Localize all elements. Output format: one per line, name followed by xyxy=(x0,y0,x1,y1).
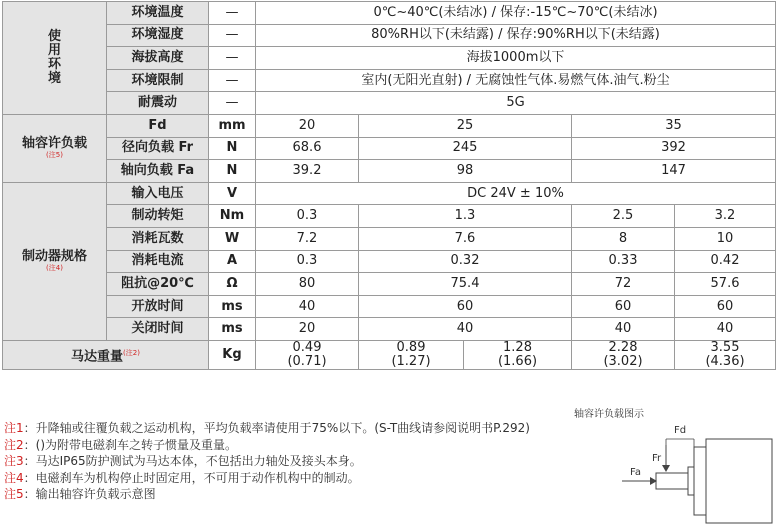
shaft-value: 98 xyxy=(359,160,572,183)
shaft-value: 39.2 xyxy=(256,160,359,183)
brake-row-power xyxy=(3,227,776,250)
motor-boss-shape xyxy=(688,467,694,495)
note-text: ：马达IP65防护测试为马达本体，不包括出力轴处及接头本身。 xyxy=(23,454,362,468)
brake-value: 75.4 xyxy=(359,273,572,296)
weight-value xyxy=(675,340,776,369)
env-row-altitude xyxy=(3,47,776,70)
brake-value: 72 xyxy=(572,273,675,296)
fr-label: Fr xyxy=(652,453,662,464)
shaft-row-axial xyxy=(3,160,776,183)
weight-value xyxy=(572,340,675,369)
env-row-vibration xyxy=(3,92,776,115)
env-label: 海拔高度 xyxy=(107,47,209,70)
env-unit: — xyxy=(209,47,256,70)
brake-value: 40 xyxy=(572,318,675,341)
brake-value: 1.3 xyxy=(359,205,572,228)
weight-main: 1.28 xyxy=(503,340,532,355)
env-group-text: 使 用 环 境 xyxy=(47,28,61,86)
note-tag: 注2 xyxy=(4,437,24,452)
weight-value xyxy=(464,340,572,369)
brake-value: 0.32 xyxy=(359,250,572,273)
brake-unit: W xyxy=(209,227,256,250)
note-text: ：电磁刹车为机构停止时固定用，不可用于动作机构中的制动。 xyxy=(23,470,360,485)
shaft-unit: mm xyxy=(209,114,256,137)
fa-label: Fa xyxy=(630,467,641,478)
env-value: 0℃~40℃(未结冰) / 保存:-15℃~70℃(未结冰) xyxy=(256,2,776,25)
brake-row-current xyxy=(3,250,776,273)
env-unit: — xyxy=(209,69,256,92)
shaft-unit: N xyxy=(209,160,256,183)
weight-main: 0.49 xyxy=(292,340,322,355)
brake-unit: Ω xyxy=(209,273,256,296)
weight-paren: (1.27) xyxy=(391,353,431,369)
env-value: 室内(无阳光直射) / 无腐蚀性气体.易燃气体.油气.粉尘 xyxy=(256,69,776,92)
motor-body-shape xyxy=(706,439,772,523)
brake-unit: ms xyxy=(209,318,256,341)
diagram-drawing xyxy=(574,401,774,529)
shaft-group-text: 轴容许负载 xyxy=(21,135,87,151)
brake-value: 40 xyxy=(675,318,776,341)
note-1 xyxy=(4,420,530,437)
env-value: 80%RH以下(未结露) / 保存:90%RH以下(未结露) xyxy=(256,24,776,47)
brake-label: 输入电压 xyxy=(107,182,209,205)
brake-label: 关闭时间 xyxy=(107,318,209,341)
shaft-value: 35 xyxy=(572,114,776,137)
brake-label: 开放时间 xyxy=(107,295,209,318)
weight-unit: Kg xyxy=(209,340,256,369)
weight-paren: (4.36) xyxy=(705,353,745,369)
note-tag: 注5 xyxy=(4,487,24,501)
brake-unit: Nm xyxy=(209,205,256,228)
shaft-label: 轴向负载 Fa xyxy=(107,160,209,183)
weight-label-cell xyxy=(3,340,209,369)
brake-value: 20 xyxy=(256,318,359,341)
brake-value: 0.3 xyxy=(256,250,359,273)
notes-block xyxy=(4,420,530,503)
env-unit: — xyxy=(209,24,256,47)
brake-row-open-time xyxy=(3,295,776,318)
shaft-row-fd xyxy=(3,114,776,137)
note-tag: 注3 xyxy=(4,454,24,468)
shaft-load-diagram xyxy=(574,401,774,529)
env-unit: — xyxy=(209,92,256,115)
note-3 xyxy=(4,453,530,470)
brake-group-note: (注4) xyxy=(46,263,63,272)
weight-row xyxy=(3,340,776,369)
note-5 xyxy=(4,486,530,503)
brake-label: 消耗瓦数 xyxy=(107,227,209,250)
brake-row-resistance xyxy=(3,273,776,296)
brake-label: 阻抗@20℃ xyxy=(107,273,209,296)
fd-label: Fd xyxy=(674,425,687,436)
shaft-label: 径向负载 Fr xyxy=(107,137,209,160)
brake-unit: V xyxy=(209,182,256,205)
env-label: 环境温度 xyxy=(107,2,209,25)
brake-value: 57.6 xyxy=(675,273,776,296)
weight-label: 马达重量 xyxy=(71,349,124,365)
env-row-temperature xyxy=(3,2,776,25)
brake-value: 80 xyxy=(256,273,359,296)
weight-value xyxy=(256,340,359,369)
brake-value: 60 xyxy=(675,295,776,318)
brake-group-text: 制动器规格 xyxy=(21,248,87,264)
brake-unit: A xyxy=(209,250,256,273)
brake-value: 7.2 xyxy=(256,227,359,250)
brake-value: 2.5 xyxy=(572,205,675,228)
env-value: 5G xyxy=(256,92,776,115)
diagram-title: 轴容许负载图示 xyxy=(574,409,644,420)
shaft-value: 20 xyxy=(256,114,359,137)
weight-note: (注2) xyxy=(123,348,140,357)
fr-arrowhead xyxy=(662,465,670,472)
brake-row-torque xyxy=(3,205,776,228)
shaft-row-radial xyxy=(3,137,776,160)
env-row-humidity xyxy=(3,24,776,47)
note-text: ：()为附带电磁刹车之转子惯量及重量。 xyxy=(23,437,238,452)
weight-paren: (0.71) xyxy=(287,353,327,369)
brake-row-voltage xyxy=(3,182,776,205)
spec-table xyxy=(2,1,776,370)
env-group-label xyxy=(3,2,107,115)
weight-main: 0.89 xyxy=(396,340,426,355)
env-label: 环境限制 xyxy=(107,69,209,92)
shaft-value: 245 xyxy=(359,137,572,160)
env-label: 环境湿度 xyxy=(107,24,209,47)
shaft-value: 25 xyxy=(359,114,572,137)
brake-value: 40 xyxy=(359,318,572,341)
weight-value xyxy=(359,340,464,369)
weight-paren: (1.66) xyxy=(497,353,538,369)
brake-value: 0.3 xyxy=(256,205,359,228)
shaft-unit: N xyxy=(209,137,256,160)
brake-value: 10 xyxy=(675,227,776,250)
weight-main: 2.28 xyxy=(608,340,638,355)
brake-row-close-time xyxy=(3,318,776,341)
brake-label: 制动转矩 xyxy=(107,205,209,228)
weight-main: 3.55 xyxy=(710,340,740,355)
note-tag: 注4 xyxy=(4,470,24,485)
brake-value: DC 24V ± 10% xyxy=(256,182,776,205)
brake-group-label xyxy=(3,182,107,340)
note-text: ：输出轴容许负载示意图 xyxy=(23,487,156,501)
env-label: 耐震动 xyxy=(107,92,209,115)
motor-shaft-shape xyxy=(656,473,688,489)
weight-paren: (3.02) xyxy=(603,353,643,369)
note-text: ：升降轴或往覆负载之运动机构，平均负载率请使用于75%以下。(S-T曲线请参阅说明书P.292) xyxy=(23,421,530,435)
note-4 xyxy=(4,470,530,487)
env-row-restriction xyxy=(3,69,776,92)
note-2 xyxy=(4,437,530,454)
brake-value: 60 xyxy=(359,295,572,318)
shaft-value: 147 xyxy=(572,160,776,183)
brake-value: 0.33 xyxy=(572,250,675,273)
brake-value: 0.42 xyxy=(675,250,776,273)
shaft-label: Fd xyxy=(107,114,209,137)
shaft-value: 68.6 xyxy=(256,137,359,160)
brake-value: 40 xyxy=(256,295,359,318)
brake-label: 消耗电流 xyxy=(107,250,209,273)
brake-value: 8 xyxy=(572,227,675,250)
env-unit: — xyxy=(209,2,256,25)
brake-value: 7.6 xyxy=(359,227,572,250)
shaft-group-note: (注5) xyxy=(46,150,63,159)
motor-flange-shape xyxy=(694,447,706,515)
brake-unit: ms xyxy=(209,295,256,318)
env-value: 海拔1000m以下 xyxy=(256,47,776,70)
shaft-value: 392 xyxy=(572,137,776,160)
brake-value: 60 xyxy=(572,295,675,318)
note-tag: 注1 xyxy=(4,421,24,435)
shaft-group-label xyxy=(3,114,107,182)
brake-value: 3.2 xyxy=(675,205,776,228)
